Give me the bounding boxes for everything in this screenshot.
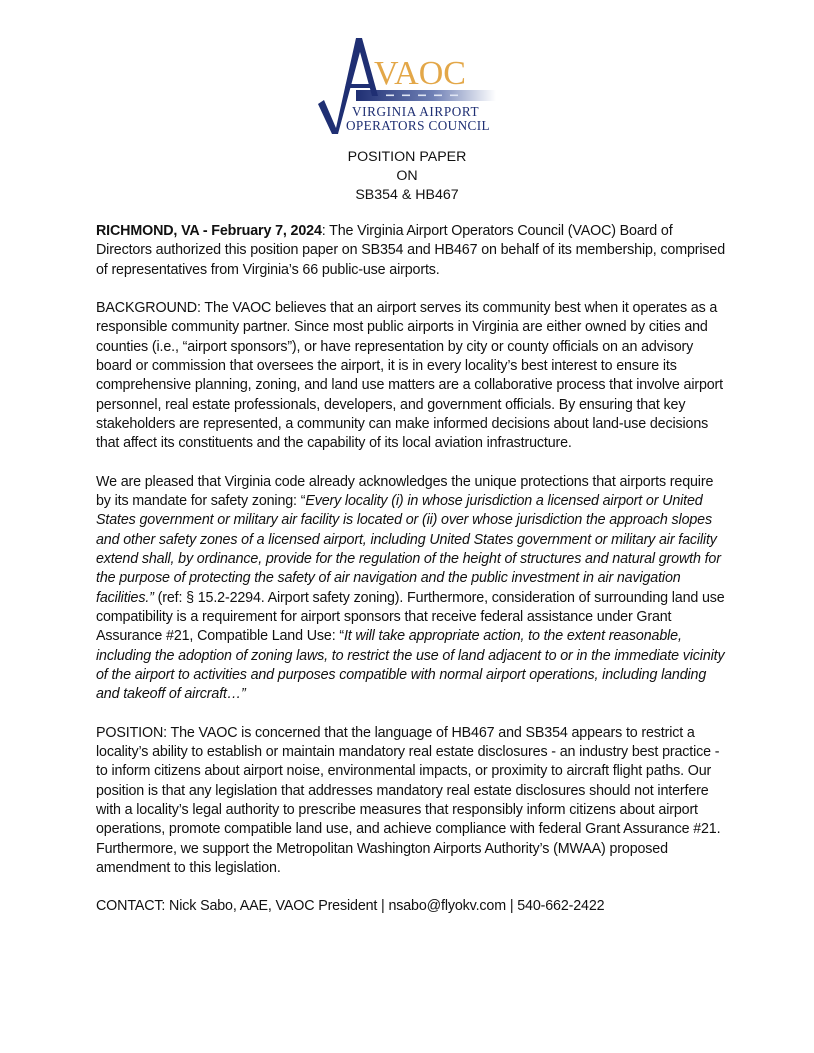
code-paragraph <box>96 473 728 705</box>
contact-line <box>96 897 728 916</box>
grant-assurance-quote: It will take appropriate action, to the extent reasonable, including the adoption of zoning laws, to restrict the use of land adjacent to or in the immediate vicinity of the airport to activities and purposes compatible with normal airport operations, including landing and takeoff of aircraft…” <box>96 628 725 703</box>
virginia-code-quote: Every locality (i) in whose jurisdiction a licensed airport or United States government or military air facility is located or (ii) over whose jurisdiction the approach slopes and other safety zones of a licensed airport, including United States government or military air facility extend shall, by ordinance, provide for the regulation of the height of structures and natural growth for the purpose of protecting the safety of air navigation and the public investment in air navigation facilities.” <box>96 493 721 606</box>
intro-text: : The Virginia Airport Operators Council (VAOC) Board of Directors authorized this position paper on SB354 and HB467 on behalf of its membership, comprised of representatives from Virginia’s 66 public-use airports. <box>96 223 726 278</box>
contact-label: CONTACT: Nick Sabo, AAE, VAOC President | <box>96 898 389 915</box>
heading-line-1: POSITION PAPER <box>347 149 467 165</box>
contact-phone: 540-662-2422 <box>517 898 605 915</box>
logo-line-1: VIRGINIA AIRPORT <box>352 104 480 119</box>
code-middle: (ref: § 15.2-2294. Airport safety zoning). Furthermore, consideration of surrounding land use compatibility is a requirement for airport sponsors that receive federal assistance under Grant Assurance #21, Compatible Land Use: “ <box>96 589 725 645</box>
document-body <box>96 222 728 936</box>
contact-email[interactable]: nsabo@flyokv.com <box>388 898 506 915</box>
contact-separator: | <box>506 898 518 915</box>
code-lead: We are pleased that Virginia code already acknowledges the unique protections that airports require by its mandate for safety zoning: “ <box>96 473 714 510</box>
vaoc-logo-graphic <box>316 36 496 136</box>
vaoc-logo <box>316 36 496 136</box>
position-paragraph: POSITION: The VAOC is concerned that the language of HB467 and SB354 appears to restrict a locality’s ability to establish or maintain mandatory real estate disclosures - an industry best practice - to inform citizens about airport noise, environmental impacts, or proximity to aircraft flight paths. Our position is that any legislation that addresses mandatory real estate disclosures should not interfere with a locality’s legal authority to prescribe measures that responsibly inform citizens about airport operations, promote compatible land use, and achieve compliance with federal Grant Assurance #21. Furthermore, we support the Metropolitan Washington Airports Authority’s (MWAA) proposed amendment to this legislation. <box>96 724 721 876</box>
heading-line-2: ON <box>396 168 418 184</box>
intro-paragraph <box>96 222 728 280</box>
dateline: RICHMOND, VA - February 7, 2024 <box>96 223 322 239</box>
logo-line-2: OPERATORS COUNCIL <box>346 118 490 133</box>
background-paragraph: BACKGROUND: The VAOC believes that an airport serves its community best when it operates as a responsible community partner. Since most public airports in Virginia are either owned by cities and counties (i.e., “airport sponsors”), or have representation by city or county officials on an advisory board or commission that oversees the airport, it is in every locality’s best interest to ensure its comprehensive planning, zoning, and land use matters are a collaborative process that involve airport personnel, real estate professionals, developers, and government officials. By ensuring that key stakeholders are represented, a community can make informed decisions about land-use decisions that affect its constituents and the capability of its local aviation infrastructure. <box>96 300 723 452</box>
heading-line-3: SB354 & HB467 <box>355 187 459 203</box>
logo-acronym: VAOC <box>374 55 466 92</box>
document-heading <box>0 148 814 205</box>
